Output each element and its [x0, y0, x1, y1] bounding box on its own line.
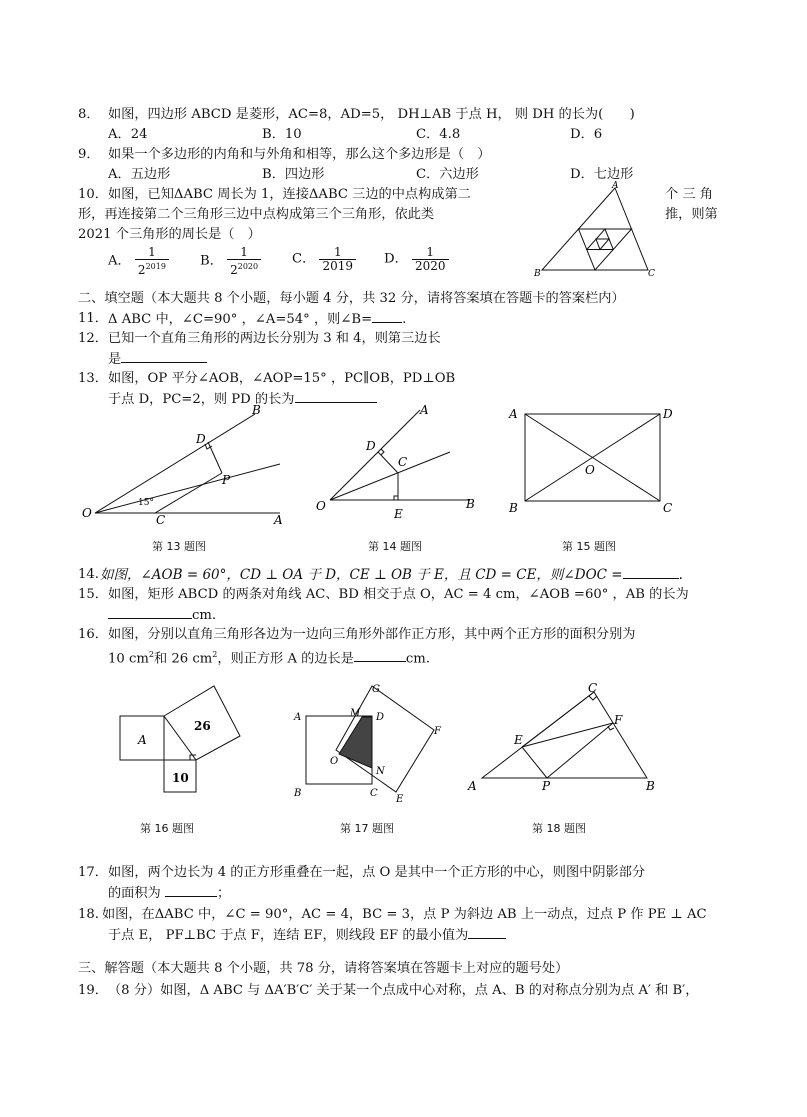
q13-line2: 于点 D，PC=2，则 PD 的长为 — [108, 390, 377, 409]
q10-fig-label-b: B — [534, 269, 541, 279]
q17-line2: 的面积为 ； — [108, 886, 231, 901]
fig15-label-a: A — [509, 407, 518, 421]
q16-answer-blank — [354, 649, 406, 662]
q10-option-c: C． $\frac{1}{2019}$ — [292, 246, 356, 280]
q10-option-a: A． $\frac{1}{2^{2019}}$ — [108, 246, 169, 280]
fig15 — [505, 400, 690, 525]
fig17-label-a: A — [294, 712, 302, 723]
q9-text: 如果一个多边形的内角和与外角和相等，那么这个多边形是（ ） — [108, 147, 491, 162]
fig13-label-d: D — [196, 432, 206, 446]
fig17-label-g: G — [372, 684, 380, 695]
q15-line1: 如图，矩形 ABCD 的两条对角线 AC、BD 相交于点 O，AC = 4 cm，∠AOB =60° ，AB 的长为 — [108, 587, 689, 602]
q8-option-d: D．6 — [570, 127, 603, 142]
q15-number: 15． — [78, 587, 108, 602]
q10-line2a: 形，再连接第二个三角形三边中点构成第三个三角形，依此类 — [78, 207, 435, 222]
fig17-shaded-region — [339, 717, 372, 768]
q17-line1: 如图，两个边长为 4 的正方形重叠在一起，点 O 是其中一个正方形的中心，则图中阴影部分 — [108, 865, 646, 880]
q19-text: （8 分）如图，Δ ABC 与 ΔA′B′C′ 关于某一个点成中心对称，点 A、B 的对称点分别为点 A′ 和 B′， — [108, 983, 699, 998]
fig14-label-b: B — [466, 497, 475, 511]
q16-number: 16． — [78, 627, 108, 642]
q18-answer-blank — [468, 926, 506, 939]
q18-number: 18. — [78, 907, 99, 922]
q16-line2: 10 $cm^2$和 26 $cm^2$，则正方形 A 的边长是 cm. — [108, 650, 431, 667]
fig18-label-f: F — [614, 713, 623, 727]
fig18-label-a: A — [468, 779, 477, 793]
q11-number: 11． — [78, 311, 108, 326]
q17-answer-blank — [165, 884, 217, 897]
fig13-label-o: O — [82, 506, 92, 520]
fig17-label-d: D — [376, 712, 385, 723]
fig16-label-10: 10 — [172, 771, 189, 785]
q10-line3: 2021 个三角形的周长是（ ） — [78, 227, 261, 242]
q9-option-b: B．四边形 — [262, 167, 325, 182]
fig13-label-a: A — [274, 513, 283, 525]
q19-number: 19． — [78, 983, 108, 998]
q10-option-b: B． $\frac{1}{2^{2020}}$ — [200, 246, 261, 280]
fig14-caption: 第 14 题图 — [368, 540, 422, 553]
fig18-label-e: E — [514, 733, 523, 747]
q9-option-d: D．七边形 — [570, 167, 634, 182]
fig18-caption: 第 18 题图 — [532, 822, 586, 835]
fig17-label-c: C — [370, 788, 378, 799]
q9-number: 9． — [78, 147, 100, 162]
fig15-label-c: C — [663, 501, 673, 515]
fig17-label-f: F — [434, 726, 441, 737]
q18-line1: 如图，在ΔABC 中，∠C = 90°，AC = 4，BC = 3，点 P 为斜边 AB 上一动点，过点 P 作 PE ⊥ AC — [102, 907, 707, 922]
q8-option-b: B．10 — [262, 127, 302, 142]
section-2-heading: 二、填空题（本大题共 8 个小题，每小题 4 分，共 32 分，请将答案填在答题卡的答案栏内） — [78, 291, 625, 306]
q8-option-a: A．24 — [108, 127, 148, 142]
q10-fig-label-c: C — [648, 269, 655, 279]
q14-answer-blank — [623, 566, 679, 579]
fig13 — [80, 400, 295, 525]
q18-line2: 于点 E， PF⊥BC 于点 F，连结 EF，则线段 EF 的最小值为 — [108, 926, 506, 945]
fig16 — [112, 680, 252, 800]
fig17-label-e: E — [396, 794, 404, 805]
fig14-label-e: E — [394, 507, 403, 521]
fig15-caption: 第 15 题图 — [562, 540, 616, 553]
fig13-angle-label: 15° — [138, 498, 154, 508]
fig18-label-b: B — [646, 779, 655, 793]
q12-answer-blank — [121, 350, 207, 363]
q10-option-d: D． $\frac{1}{2020}$ — [384, 246, 449, 280]
q14-text: 如图，∠AOB = 60°，CD ⊥ OA 于 D，CE ⊥ OB 于 E，且 CD = CE，则∠DOC = . — [100, 567, 683, 583]
q8-number: 8． — [78, 107, 100, 122]
fig17-label-b: B — [294, 788, 302, 799]
fig18 — [462, 678, 662, 803]
q12-line1: 已知一个直角三角形的两边长分别为 3 和 4，则第三边长 — [108, 331, 441, 346]
q13-number: 13． — [78, 371, 108, 386]
fig13-caption: 第 13 题图 — [152, 540, 206, 553]
q10-fig-label-a: A — [612, 181, 619, 191]
q10-number: 10． — [78, 187, 108, 202]
q8-option-c: C．4.8 — [416, 127, 461, 142]
q10-line1b: 个 三 角 — [665, 187, 713, 202]
fig14-label-d: D — [366, 439, 376, 453]
fig13-label-c: C — [156, 513, 166, 525]
fig14-label-c: C — [398, 455, 408, 469]
q10-line1a: 如图，已知ΔABC 周长为 1，连接ΔABC 三边的中点构成第二 — [108, 187, 471, 202]
q8-text: 如图，四边形 ABCD 是菱形，AC=8，AD=5， DH⊥AB 于点 H， 则 DH 的长为( ) — [108, 107, 635, 122]
q15-line2: cm. — [108, 606, 216, 625]
fig14 — [310, 400, 485, 525]
q17-number: 17． — [78, 865, 108, 880]
fig14-label-a: A — [420, 403, 429, 417]
fig15-label-b: B — [509, 501, 518, 515]
q10-line2b: 推，则第 — [665, 207, 718, 222]
q11-text: Δ ABC 中，∠C=90° ，∠A=54° ，则∠B= . — [108, 312, 407, 327]
fig17-label-n: N — [376, 766, 385, 777]
fig13-label-p: P — [222, 473, 231, 487]
fig18-label-p: P — [542, 779, 551, 793]
fig16-label-26: 26 — [194, 719, 211, 733]
q12-line2: 是 — [108, 350, 207, 369]
q15-answer-blank — [108, 606, 192, 619]
q10-figure — [530, 180, 660, 280]
fig14-label-o: O — [316, 499, 326, 513]
q11-answer-blank — [372, 310, 402, 323]
q12-number: 12． — [78, 331, 108, 346]
q13-line1: 如图，OP 平分∠AOB，∠AOP=15° ，PC∥OB，PD⊥OB — [108, 371, 456, 386]
fig13-label-b: B — [252, 403, 261, 417]
fig17-label-m: M — [350, 708, 361, 719]
fig18-label-c: C — [588, 681, 598, 695]
q16-line1: 如图，分别以直角三角形各边为一边向三角形外部作正方形，其中两个正方形的面积分别为 — [108, 627, 636, 642]
q9-option-c: C．六边形 — [416, 167, 479, 182]
fig16-label-a: A — [138, 733, 147, 747]
q9-option-a: A．五边形 — [108, 167, 171, 182]
fig17 — [288, 678, 448, 808]
section-3-heading: 三、解答题（本大题共 8 个小题，共 78 分，请将答案填在答题卡上对应的题号处） — [78, 961, 569, 976]
fig17-caption: 第 17 题图 — [340, 822, 394, 835]
q14-number: 14. — [78, 567, 99, 582]
fig16-caption: 第 16 题图 — [140, 822, 194, 835]
fig15-label-d: D — [663, 407, 673, 421]
fig17-label-o: O — [330, 756, 339, 767]
fig15-label-o: O — [585, 463, 595, 477]
